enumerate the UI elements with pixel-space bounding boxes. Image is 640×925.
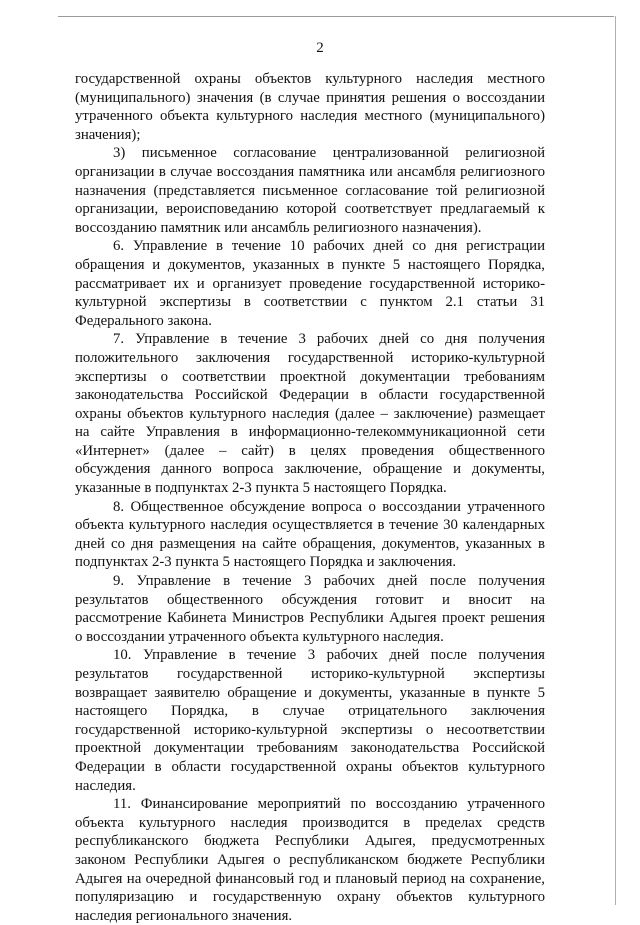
document-body bbox=[75, 70, 545, 925]
paragraph-clause-8: 8. Общественное обсуждение вопроса о воссоздании утраченного объекта культурного наследия осуществляется в течение 30 календарных дней со дня размещения на сайте обращения, документов, указанных в подпунктах 2-3 пункта 5 настоящего Порядка и заключения. bbox=[75, 498, 545, 571]
paragraph-clause-9: 9. Управление в течение 3 рабочих дней после получения результатов общественного обсуждения готовит и вносит на рассмотрение Кабинета Министров Республики Адыгея проект решения о воссоздании утраченного объекта культурного наследия. bbox=[75, 573, 545, 645]
paragraph-continuation: государственной охраны объектов культурного наследия местного (муниципального) значения (в случае принятия решения о воссоздании утраченного объекта культурного наследия местного (муниципального) значения); bbox=[75, 71, 545, 143]
scan-top-edge bbox=[58, 16, 614, 17]
page-number: 2 bbox=[316, 40, 324, 56]
scan-right-edge bbox=[615, 16, 616, 905]
paragraph-clause-11: 11. Финансирование мероприятий по воссозданию утраченного объекта культурного наследия производится в пределах средств республиканского бюджета Республики Адыгея, предусмотренных законом Республики Адыгея о республиканском бюджете Республики Адыгея на очередной финансовый год и плановый период на сохранение, популяризацию и государственную охрану объектов культурного наследия регионального значения. bbox=[75, 796, 545, 924]
paragraph-clause-10: 10. Управление в течение 3 рабочих дней после получения результатов государственной историко-культурной экспертизы возвращает заявителю обращение и документы, указанные в пункте 5 настоящего Порядка, в случае отрицательного заключения государственной историко-культурной экспертизы о несоответствии проектной документации требованиям законодательства Российской Федерации в области государственной охраны объектов культурного наследия. bbox=[75, 647, 545, 794]
paragraph-clause-6: 6. Управление в течение 10 рабочих дней со дня регистрации обращения и документов, указанных в пункте 5 настоящего Порядка, рассматривает их и организует проведение государственной историко-культурной экспертизы в соответствии с пунктом 2.1 статьи 31 Федерального закона. bbox=[75, 238, 545, 329]
paragraph-clause-7: 7. Управление в течение 3 рабочих дней со дня получения положительного заключения государственной историко-культурной экспертизы о соответствии проектной документации требованиям законодательства Российской Федерации в области государственной охраны объектов культурного наследия (далее – заключение) размещает на сайте Управления в информационно-телекоммуникационной сети «Интернет» (далее – сайт) в целях проведения общественного обсуждения данного вопроса заключение, обращение и документы, указанные в подпунктах 2-3 пункта 5 настоящего Порядка. bbox=[75, 331, 545, 497]
paragraph-item-3: 3) письменное согласование централизованной религиозной организации в случае воссоздания памятника или ансамбля религиозного назначения (представляется письменное согласование той религиозной организации, вероисповеданию которой соответствует предлагаемый к воссозданию памятник или ансамбль религиозного назначения). bbox=[75, 145, 545, 236]
